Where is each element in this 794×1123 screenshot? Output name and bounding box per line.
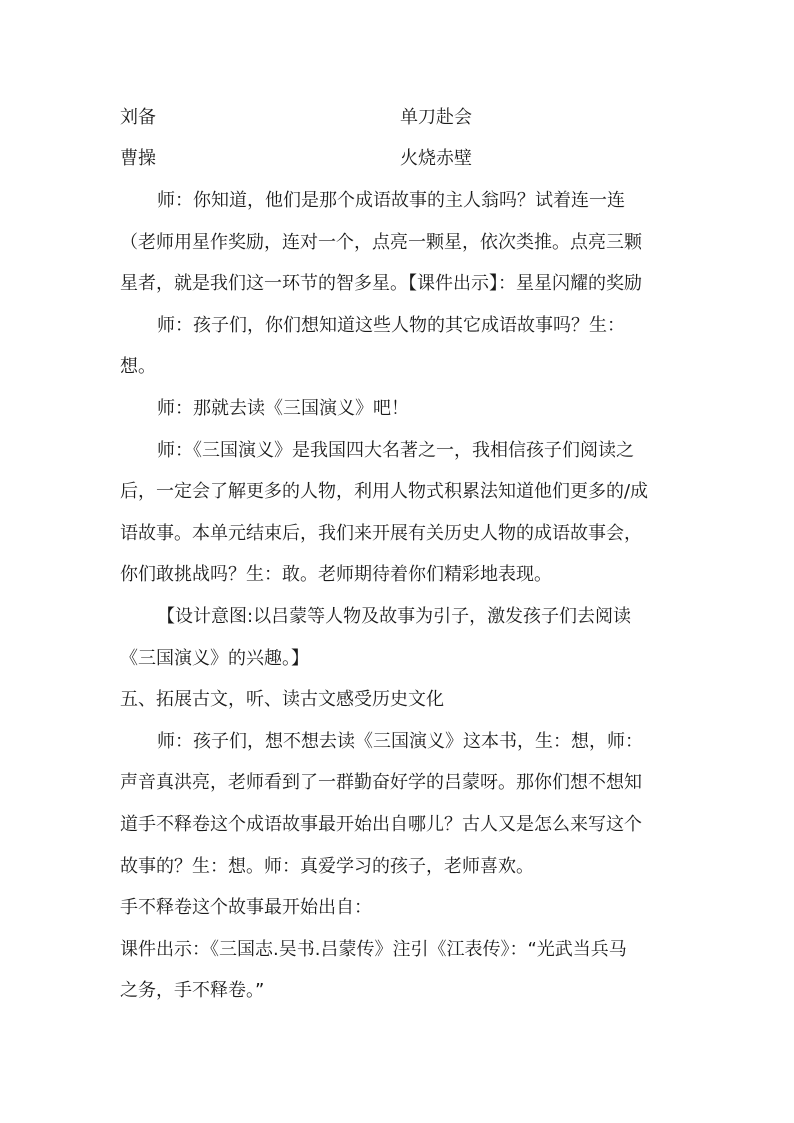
- design-intent-line: 《三国演义》的兴趣。】: [120, 648, 309, 669]
- text-line: 声音真洪亮，老师看到了一群勤奋好学的吕蒙呀。那你们想不想知: [120, 772, 642, 793]
- text-line: 故事的？生：想。师：真爱学习的孩子，老师喜欢。: [120, 856, 534, 877]
- text-line: 想。: [120, 356, 156, 377]
- text-line: 师：孩子们，想不想去读《三国演义》这本书，生：想，师：: [157, 731, 643, 752]
- text-line: （老师用星作奖励，连对一个，点亮一颗星，依次类推。点亮三颗: [120, 232, 642, 253]
- pair-row-2: [120, 147, 472, 171]
- design-intent-line: 【设计意图:以吕蒙等人物及故事为引子，激发孩子们去阅读: [157, 606, 632, 627]
- text-line: 师：《三国演义》是我国四大名著之一，我相信孩子们阅读之: [157, 440, 634, 461]
- pair-person: 曹操: [120, 148, 156, 169]
- pair-story: 火烧赤壁: [400, 148, 472, 169]
- text-line: 道手不释卷这个成语故事最开始出自哪儿？古人又是怎么来写这个: [120, 814, 642, 835]
- text-line: 你们敢挑战吗？生：敢。老师期待着你们精彩地表现。: [120, 564, 552, 585]
- pair-person: 刘备: [120, 107, 156, 128]
- text-line: 师：你知道，他们是那个成语故事的主人翁吗？试着连一连: [157, 190, 625, 211]
- text-line: 后，一定会了解更多的人物，利用人物式积累法知道他们更多的/成: [120, 481, 649, 502]
- text-line: 星者，就是我们这一环节的智多星。【课件出示】：星星闪耀的奖励: [120, 273, 642, 294]
- section-heading: 五、拓展古文，听、读古文感受历史文化: [120, 689, 444, 710]
- text-line: 师：那就去读《三国演义》吧！: [157, 398, 409, 419]
- text-line: 课件出示：《三国志.吴书.吕蒙传》注引《江表传》：“光武当兵马: [120, 939, 627, 960]
- text-line: 手不释卷这个故事最开始出自：: [120, 897, 372, 918]
- text-line: 师：孩子们，你们想知道这些人物的其它成语故事吗？生：: [157, 315, 625, 336]
- text-line: 之务，手不释卷。”: [120, 980, 265, 1001]
- pair-row-1: [120, 106, 472, 130]
- pair-story: 单刀赴会: [400, 107, 472, 128]
- text-line: 语故事。本单元结束后，我们来开展有关历史人物的成语故事会，: [120, 523, 642, 544]
